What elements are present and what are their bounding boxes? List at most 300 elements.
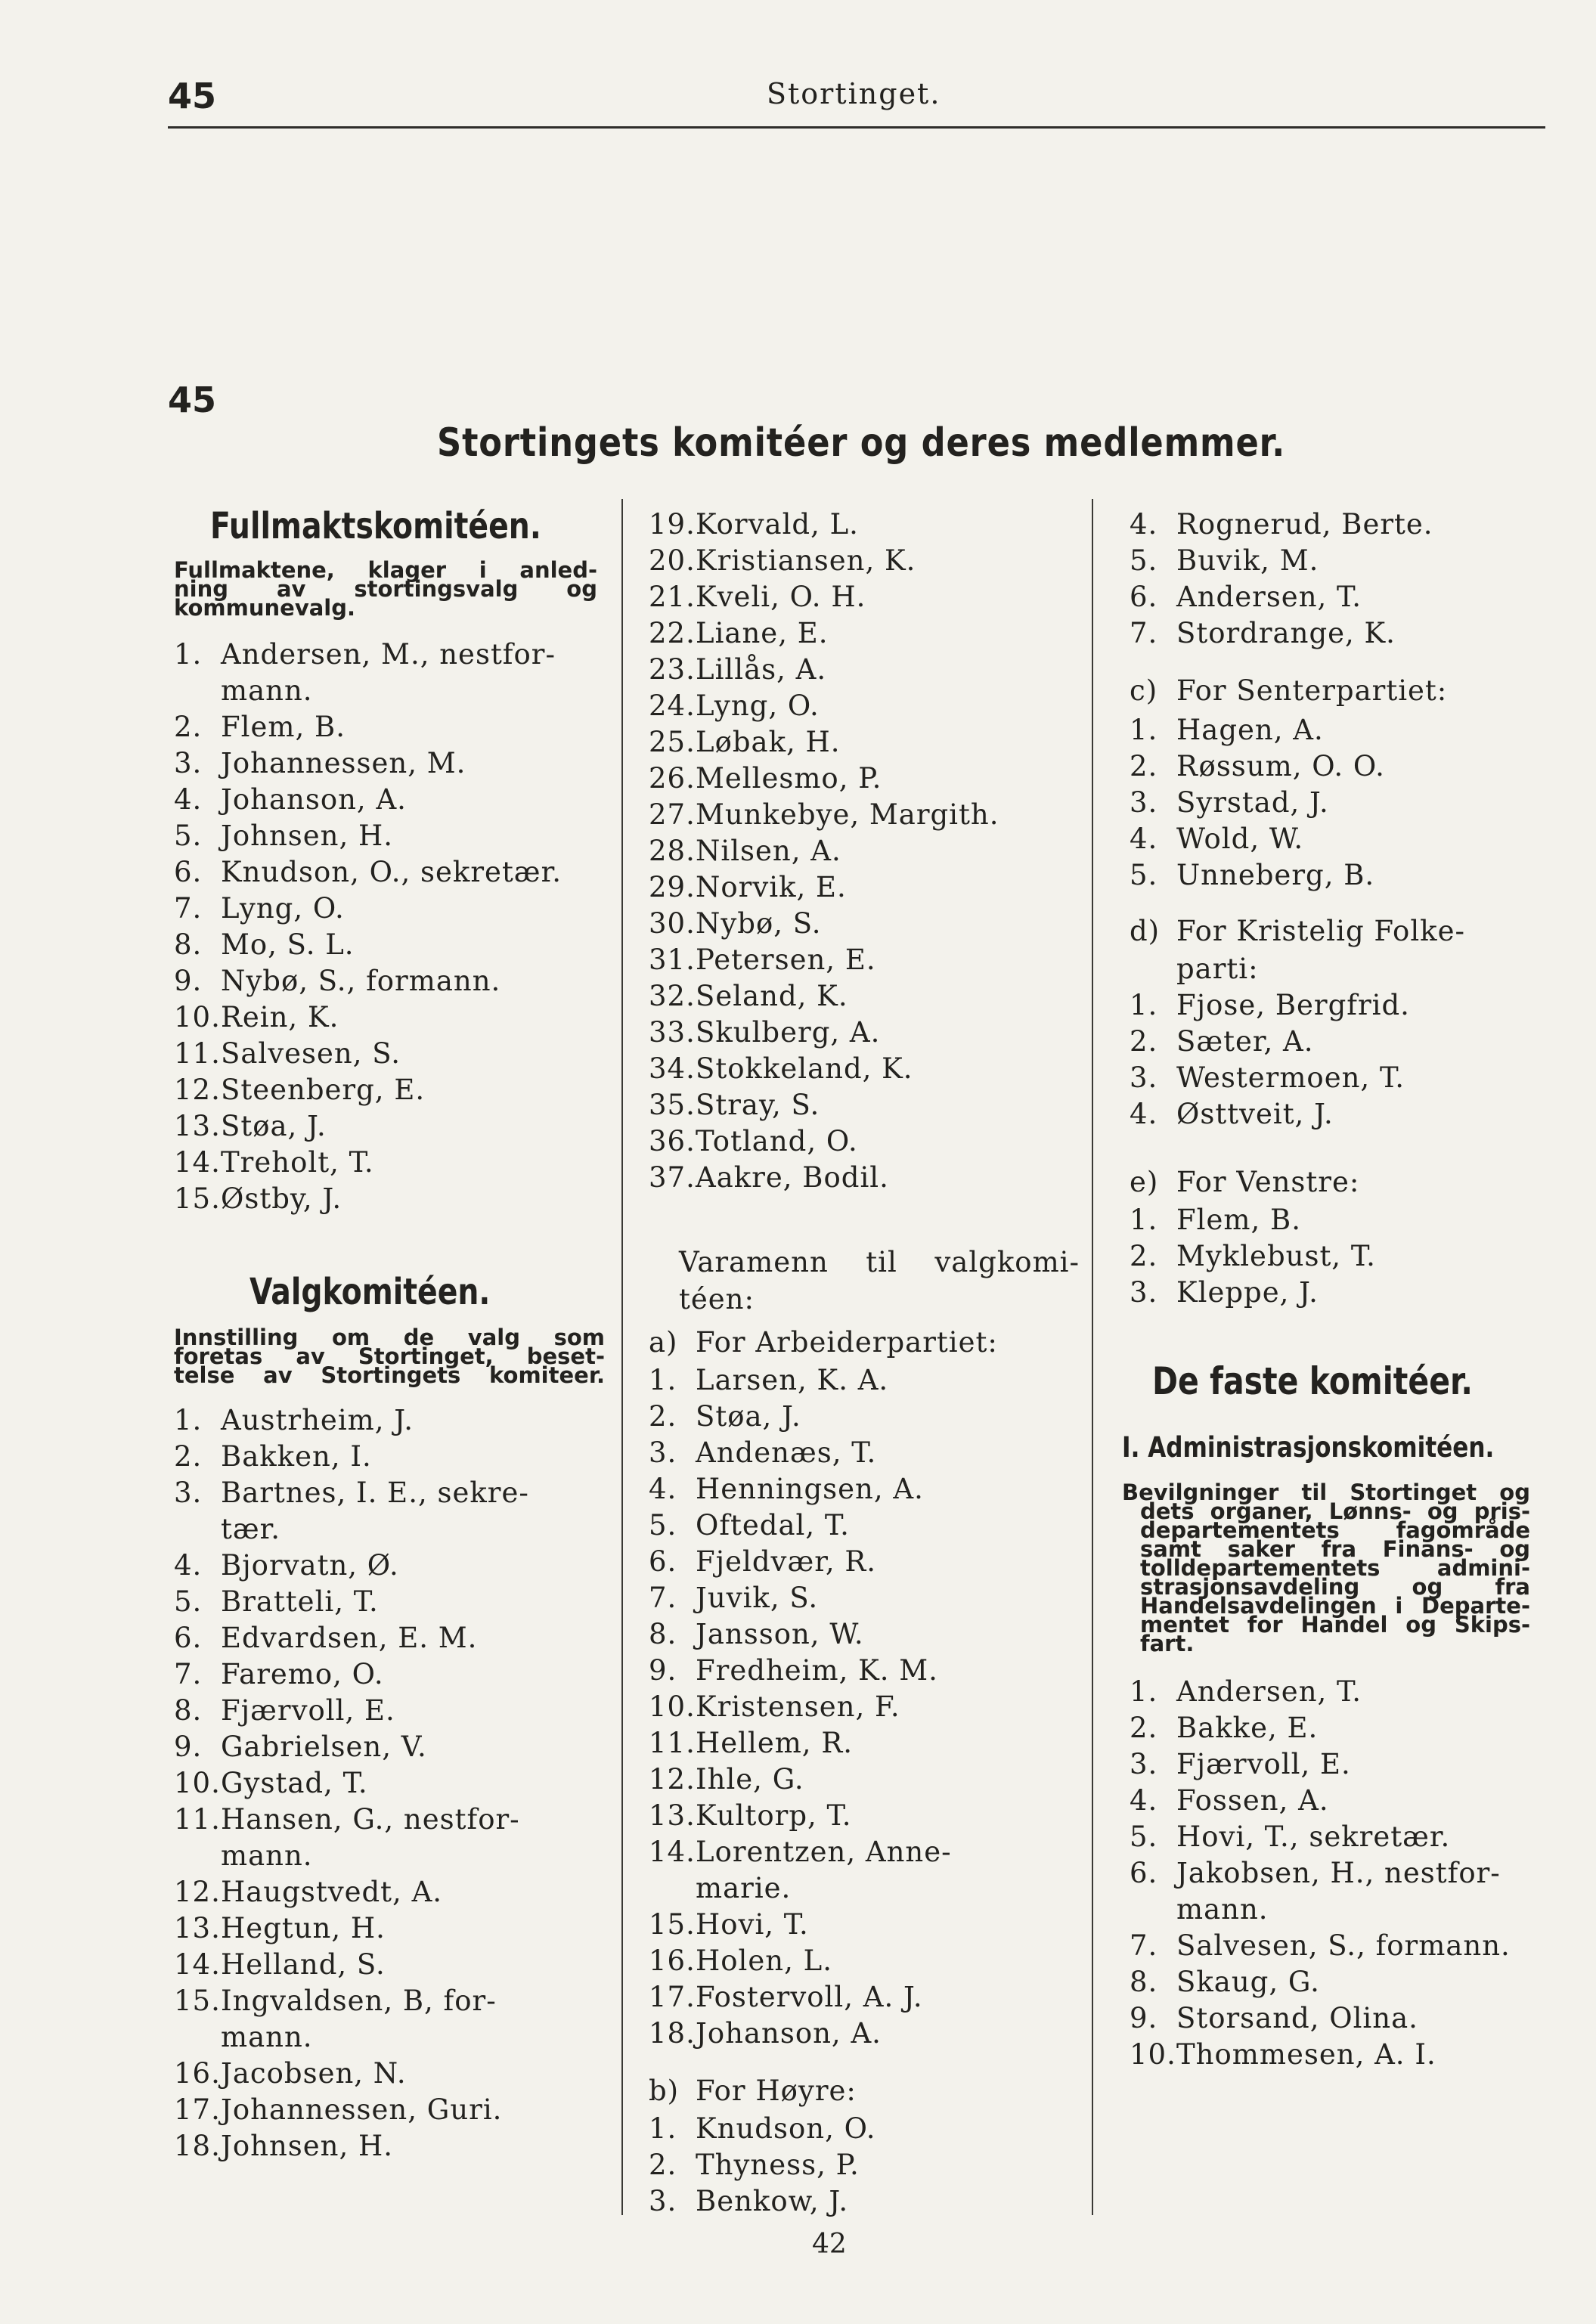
- hoyre-members: [649, 2110, 1080, 2219]
- member-name: Syrstad, J.: [1176, 786, 1329, 819]
- member-name: Hovi, T., sekretær.: [1176, 1820, 1451, 1853]
- item-number: 14.: [174, 1948, 221, 1981]
- item-number: 1.: [174, 1403, 203, 1436]
- item-number: 11.: [174, 1037, 221, 1070]
- list-item: [174, 2055, 605, 2091]
- member-name: Salvesen, S., formann.: [1176, 1929, 1511, 1962]
- member-name: Røssum, O. O.: [1176, 749, 1385, 782]
- item-number: 1.: [174, 637, 203, 671]
- desc-line: ning av stortingsvalg og: [174, 576, 597, 602]
- list-item: [1130, 2000, 1553, 2036]
- member-name: Bakken, I.: [221, 1439, 372, 1473]
- item-number: 7.: [174, 1657, 203, 1690]
- desc-line: foretas av Stortinget, beset-: [174, 1343, 605, 1369]
- member-name: Bratteli, T.: [221, 1585, 379, 1618]
- member-name: Salvesen, S.: [221, 1037, 401, 1070]
- valg-members: [174, 1402, 605, 2164]
- party-heading-a: [649, 1322, 1080, 1362]
- list-item: [1130, 1059, 1553, 1095]
- item-number: 18.: [174, 2129, 221, 2162]
- member-name: Johnsen, H.: [221, 819, 394, 852]
- item-number: 15.: [174, 1984, 221, 2017]
- item-number: 1.: [1130, 713, 1158, 746]
- list-item: [174, 1035, 605, 1071]
- item-number: 4.: [649, 1472, 677, 1505]
- list-item: [649, 687, 1080, 724]
- member-name: Hellem, R.: [696, 1726, 853, 1759]
- list-item: [649, 578, 1080, 615]
- item-number: 12.: [174, 1875, 221, 1908]
- item-number: 8.: [649, 1617, 677, 1650]
- member-name: Støa, J.: [221, 1109, 327, 1142]
- list-item: [174, 1144, 605, 1180]
- desc-line: Handelsavdelingen i Departe-: [1140, 1593, 1530, 1619]
- list-item: [1130, 578, 1553, 615]
- heading-line: téen:: [679, 1283, 755, 1315]
- list-item: [174, 1692, 605, 1728]
- list-item: [174, 1765, 605, 1801]
- item-number: 2.: [1130, 1239, 1158, 1272]
- list-item: [1130, 506, 1553, 542]
- list-item: [174, 2019, 605, 2055]
- list-item: [1130, 1238, 1553, 1274]
- member-name: Fossen, A.: [1176, 1783, 1329, 1817]
- member-name: Bartnes, I. E., sekre-: [221, 1476, 529, 1509]
- list-item: [649, 1579, 1080, 1616]
- heading-line: Varamenn til valgkomi-: [679, 1246, 1080, 1278]
- list-item: [1130, 2036, 1553, 2072]
- member-name: Flem, B.: [221, 710, 346, 743]
- item-number: 6.: [1130, 580, 1158, 613]
- list-item: [649, 2146, 1080, 2183]
- item-number: 11.: [174, 1802, 221, 1836]
- item-number: 12.: [174, 1073, 221, 1106]
- member-name: Haugstvedt, A.: [221, 1875, 443, 1908]
- party-heading-d: [1130, 911, 1553, 950]
- item-number: 21.: [649, 580, 696, 613]
- item-number: 11.: [649, 1726, 696, 1759]
- item-number: 10.: [649, 1690, 696, 1723]
- header-rule: [168, 126, 1545, 129]
- item-number: 4.: [1130, 1097, 1158, 1130]
- member-name: Johannessen, Guri.: [221, 2093, 503, 2126]
- column-left: [174, 499, 605, 2164]
- list-item: [649, 760, 1080, 796]
- member-name: Skaug, G.: [1176, 1965, 1320, 1998]
- item-number: 2.: [1130, 749, 1158, 782]
- item-number: 4.: [1130, 822, 1158, 855]
- list-item: [649, 941, 1080, 978]
- member-name: Løbak, H.: [696, 725, 841, 758]
- item-number: 5.: [174, 1585, 203, 1618]
- item-number: 10.: [1130, 2037, 1176, 2071]
- party-label: d): [1130, 914, 1161, 947]
- member-name: Larsen, K. A.: [696, 1363, 889, 1396]
- member-name: Aakre, Bodil.: [696, 1160, 889, 1194]
- list-item: [649, 1906, 1080, 1942]
- party-name: parti:: [1176, 952, 1259, 985]
- desc-line: samt saker fra Finans- og: [1140, 1536, 1530, 1562]
- venstre-members: [1130, 1201, 1553, 1310]
- list-item: [1130, 1818, 1553, 1855]
- member-name: Ingvaldsen, B, for-: [221, 1984, 497, 2017]
- list-item: [174, 1180, 605, 1216]
- member-name: Thyness, P.: [696, 2148, 860, 2181]
- item-number: 8.: [174, 928, 203, 961]
- list-item: [1130, 748, 1553, 784]
- list-item: [174, 962, 605, 999]
- member-name: Munkebye, Margith.: [696, 798, 999, 831]
- faste-description: [1122, 1480, 1530, 1656]
- list-item: [649, 1014, 1080, 1050]
- party-name: For Kristelig Folke-: [1176, 914, 1465, 947]
- item-number: 28.: [649, 834, 696, 867]
- list-item: [649, 1050, 1080, 1086]
- list-item: [649, 1616, 1080, 1652]
- member-name: Rognerud, Berte.: [1176, 507, 1433, 541]
- list-item: [649, 905, 1080, 941]
- list-item: [1130, 1891, 1553, 1927]
- party-label: e): [1130, 1165, 1159, 1198]
- party-label: a): [649, 1325, 678, 1359]
- desc-line: telse av Stortingets komiteer.: [174, 1362, 605, 1388]
- arbeiderpartiet-members: [649, 1362, 1080, 2051]
- list-item: [174, 1402, 605, 1438]
- member-name: Myklebust, T.: [1176, 1239, 1376, 1272]
- item-number: 29.: [649, 870, 696, 903]
- item-number: 2.: [174, 710, 203, 743]
- list-item: [1130, 820, 1553, 857]
- header-page-number: 45: [168, 76, 217, 116]
- member-name: Hegtun, H.: [221, 1911, 386, 1944]
- list-item: [649, 724, 1080, 760]
- list-item: [174, 745, 605, 781]
- item-number: 8.: [1130, 1965, 1158, 1998]
- member-name: Hagen, A.: [1176, 713, 1324, 746]
- item-number: 7.: [649, 1581, 677, 1614]
- faste-subtitle: I. Administrasjonskomitéen.: [1122, 1431, 1495, 1464]
- item-number: 3.: [1130, 786, 1158, 819]
- list-item: [649, 1362, 1080, 1398]
- member-name: Mo, S. L.: [221, 928, 355, 961]
- item-number: 1.: [649, 1363, 677, 1396]
- desc-line: strasjonsavdeling og fra: [1140, 1574, 1530, 1600]
- member-name: Stordrange, K.: [1176, 616, 1396, 649]
- list-item: [1130, 1201, 1553, 1238]
- member-name: Petersen, E.: [696, 943, 876, 976]
- member-name: Helland, S.: [221, 1948, 386, 1981]
- item-number: 16.: [174, 2056, 221, 2090]
- item-number: 3.: [1130, 1747, 1158, 1780]
- party-heading-c: [1130, 669, 1553, 711]
- desc-line: tolldepartementets admini-: [1140, 1555, 1530, 1581]
- list-item: [649, 2110, 1080, 2146]
- list-item: [174, 1071, 605, 1108]
- item-number: 2.: [649, 1399, 677, 1433]
- item-number: 4.: [174, 782, 203, 816]
- item-number: 14.: [174, 1145, 221, 1179]
- footer-page-number: 42: [812, 2229, 847, 2260]
- item-number: 3.: [1130, 1275, 1158, 1309]
- list-item: [649, 1652, 1080, 1688]
- list-item: [649, 1159, 1080, 1195]
- list-item: [649, 1398, 1080, 1434]
- member-name: Kveli, O. H.: [696, 580, 866, 613]
- column-divider-1: [621, 499, 623, 2215]
- list-item: [649, 2183, 1080, 2219]
- member-name: Henningsen, A.: [696, 1472, 924, 1505]
- item-number: 27.: [649, 798, 696, 831]
- list-item: [174, 1619, 605, 1656]
- party-name: For Høyre:: [696, 2074, 857, 2107]
- member-name: Stokkeland, K.: [696, 1052, 913, 1085]
- item-number: 3.: [649, 2184, 677, 2217]
- list-item: [649, 1434, 1080, 1470]
- member-name: Østby, J.: [221, 1182, 342, 1215]
- member-name: Lyng, O.: [221, 891, 345, 925]
- list-item: [649, 978, 1080, 1014]
- list-item: [649, 506, 1080, 542]
- member-name: Korvald, L.: [696, 507, 859, 541]
- desc-line: Bevilgninger til Stortinget og: [1122, 1480, 1530, 1505]
- fullmakt-members: [174, 636, 605, 1216]
- valg-members-continued: [649, 506, 1080, 1195]
- member-name: Oftedal, T.: [696, 1508, 850, 1542]
- item-number: 9.: [1130, 2001, 1158, 2034]
- item-number: 9.: [174, 964, 203, 997]
- list-item: [649, 1470, 1080, 1507]
- item-number: 17.: [174, 2093, 221, 2126]
- item-number: 24.: [649, 689, 696, 722]
- list-item: [1130, 1023, 1553, 1059]
- item-number: 9.: [174, 1730, 203, 1763]
- member-name: Jakobsen, H., nestfor-: [1176, 1856, 1501, 1889]
- item-number: 16.: [649, 1944, 696, 1977]
- member-name: Gystad, T.: [221, 1766, 368, 1799]
- list-item: [1130, 784, 1553, 820]
- list-item: [1130, 1274, 1553, 1310]
- item-number: 30.: [649, 906, 696, 940]
- party-heading-b: [649, 2071, 1080, 2110]
- member-name: Juvik, S.: [696, 1581, 819, 1614]
- item-number: 34.: [649, 1052, 696, 1085]
- fullmakt-description: [174, 557, 597, 621]
- member-name: Faremo, O.: [221, 1657, 384, 1690]
- list-item: [1130, 1855, 1553, 1891]
- item-number: 18.: [649, 2016, 696, 2050]
- member-name: Hansen, G., nestfor-: [221, 1802, 520, 1836]
- item-number: 5.: [174, 819, 203, 852]
- list-item: [174, 1728, 605, 1765]
- hoyre-members-continued: [1130, 506, 1553, 651]
- column-middle: [649, 499, 1080, 2219]
- member-name: Stray, S.: [696, 1088, 820, 1121]
- member-name: Holen, L.: [696, 1944, 832, 1977]
- list-item: [174, 636, 605, 672]
- item-number: 20.: [649, 544, 696, 577]
- item-number: 5.: [649, 1508, 677, 1542]
- party-heading-e: [1130, 1162, 1553, 1201]
- party-name: For Venstre:: [1176, 1165, 1360, 1198]
- member-name: Fjeldvær, R.: [696, 1545, 877, 1578]
- item-number: 19.: [649, 507, 696, 541]
- item-number: 3.: [649, 1436, 677, 1469]
- faste-title: De faste komitéer.: [1152, 1359, 1473, 1403]
- item-number: 1.: [1130, 988, 1158, 1021]
- item-number: 22.: [649, 616, 696, 649]
- member-name: Thommesen, A. I.: [1176, 2037, 1436, 2071]
- member-name: tær.: [221, 1512, 281, 1545]
- list-item: [1130, 1782, 1553, 1818]
- member-name: Benkow, J.: [696, 2184, 849, 2217]
- senterpartiet-members: [1130, 711, 1553, 893]
- list-item: [1130, 1095, 1553, 1132]
- member-name: Ihle, G.: [696, 1762, 804, 1796]
- list-item: [649, 651, 1080, 687]
- desc-line: kommunevalg.: [174, 595, 356, 621]
- item-number: 4.: [1130, 507, 1158, 541]
- list-item: [649, 1123, 1080, 1159]
- item-number: 9.: [649, 1653, 677, 1687]
- list-item: [174, 708, 605, 745]
- desc-line: Innstilling om de valg som: [174, 1325, 605, 1350]
- list-item: [649, 796, 1080, 832]
- member-name: Jacobsen, N.: [221, 2056, 407, 2090]
- member-name: Treholt, T.: [221, 1145, 374, 1179]
- item-number: 33.: [649, 1015, 696, 1049]
- item-number: 7.: [1130, 616, 1158, 649]
- member-name: Wold, W.: [1176, 822, 1304, 855]
- item-number: 5.: [1130, 544, 1158, 577]
- list-item: [174, 926, 605, 962]
- item-number: 32.: [649, 979, 696, 1012]
- member-name: Nilsen, A.: [696, 834, 841, 867]
- member-name: marie.: [696, 1871, 792, 1904]
- member-name: Flem, B.: [1176, 1203, 1301, 1236]
- member-name: mann.: [1176, 1892, 1269, 1926]
- item-number: 7.: [1130, 1929, 1158, 1962]
- item-number: 31.: [649, 943, 696, 976]
- item-number: 3.: [174, 1476, 203, 1509]
- list-item: [649, 1797, 1080, 1833]
- member-name: Nybø, S.: [696, 906, 822, 940]
- item-number: 5.: [1130, 858, 1158, 891]
- member-name: Gabrielsen, V.: [221, 1730, 427, 1763]
- item-number: 5.: [1130, 1820, 1158, 1853]
- list-item: [649, 1761, 1080, 1797]
- list-item: [174, 1801, 605, 1837]
- member-name: Østtveit, J.: [1176, 1097, 1334, 1130]
- list-item: [174, 890, 605, 926]
- list-item: [1130, 615, 1553, 651]
- party-name: For Senterpartiet:: [1176, 674, 1448, 707]
- member-name: Jansson, W.: [696, 1617, 864, 1650]
- list-item: [649, 832, 1080, 869]
- member-name: Westermoen, T.: [1176, 1061, 1405, 1094]
- member-name: Storsand, Olina.: [1176, 2001, 1418, 2034]
- varamenn-heading: [649, 1244, 1080, 1318]
- main-title: Stortingets komitéer og deres medlemmer.: [437, 420, 1286, 466]
- member-name: mann.: [221, 2020, 313, 2053]
- list-item: [174, 1873, 605, 1910]
- list-item: [174, 2091, 605, 2127]
- item-number: 7.: [174, 891, 203, 925]
- desc-line: Fullmaktene, klager i anled-: [174, 557, 597, 583]
- administrasjon-members: [1130, 1673, 1553, 2072]
- member-name: Fjose, Bergfrid.: [1176, 988, 1410, 1021]
- member-name: Fostervoll, A. J.: [696, 1980, 923, 2013]
- desc-line: dets organer, Lønns- og pris-: [1140, 1498, 1530, 1524]
- list-item: [174, 2127, 605, 2164]
- list-item: [1130, 1709, 1553, 1746]
- member-name: Liane, E.: [696, 616, 829, 649]
- item-number: 1.: [649, 2112, 677, 2145]
- list-item: [174, 1910, 605, 1946]
- member-name: Lyng, O.: [696, 689, 820, 722]
- item-number: 14.: [649, 1835, 696, 1868]
- list-item: [649, 1688, 1080, 1724]
- member-name: Johanson, A.: [221, 782, 407, 816]
- list-item: [649, 1942, 1080, 1978]
- member-name: Sæter, A.: [1176, 1024, 1314, 1058]
- list-item: [1130, 542, 1553, 578]
- item-number: 12.: [649, 1762, 696, 1796]
- kristelig-members: [1130, 987, 1553, 1132]
- member-name: Lillås, A.: [696, 652, 827, 686]
- item-number: 2.: [1130, 1711, 1158, 1744]
- item-number: 6.: [174, 1621, 203, 1654]
- list-item: [174, 1982, 605, 2019]
- item-number: 26.: [649, 761, 696, 795]
- member-name: Fredheim, K. M.: [696, 1653, 938, 1687]
- list-item: [174, 1438, 605, 1474]
- item-number: 1.: [1130, 1675, 1158, 1708]
- item-number: 2.: [649, 2148, 677, 2181]
- member-name: Austrheim, J.: [221, 1403, 414, 1436]
- member-name: Kultorp, T.: [696, 1799, 852, 1832]
- member-name: Johannessen, M.: [221, 746, 466, 779]
- fullmakt-title: Fullmaktskomitéen.: [210, 505, 541, 547]
- list-item: [649, 1833, 1080, 1870]
- column-divider-2: [1092, 499, 1093, 2215]
- member-name: Rein, K.: [221, 1000, 339, 1033]
- list-item: [174, 1837, 605, 1873]
- item-number: 37.: [649, 1160, 696, 1194]
- item-number: 10.: [174, 1000, 221, 1033]
- member-name: Fjærvoll, E.: [1176, 1747, 1351, 1780]
- member-name: Andersen, T.: [1176, 1675, 1362, 1708]
- desc-line: departementets fagområde: [1140, 1517, 1530, 1543]
- party-label: c): [1130, 674, 1158, 707]
- item-number: 3.: [1130, 1061, 1158, 1094]
- member-name: Støa, J.: [696, 1399, 801, 1433]
- item-number: 6.: [1130, 1856, 1158, 1889]
- member-name: Buvik, M.: [1176, 544, 1319, 577]
- valg-title: Valgkomitéen.: [249, 1271, 491, 1313]
- list-item: [174, 781, 605, 817]
- list-item: [649, 1724, 1080, 1761]
- member-name: Lorentzen, Anne-: [696, 1835, 952, 1868]
- list-item: [1130, 857, 1553, 893]
- list-item: [174, 1511, 605, 1547]
- party-label: b): [649, 2074, 680, 2107]
- item-number: 36.: [649, 1124, 696, 1157]
- member-name: Andenæs, T.: [696, 1436, 877, 1469]
- column-right: [1122, 499, 1553, 2072]
- list-item: [1130, 1963, 1553, 2000]
- list-item: [174, 1547, 605, 1583]
- list-item: [1130, 1673, 1553, 1709]
